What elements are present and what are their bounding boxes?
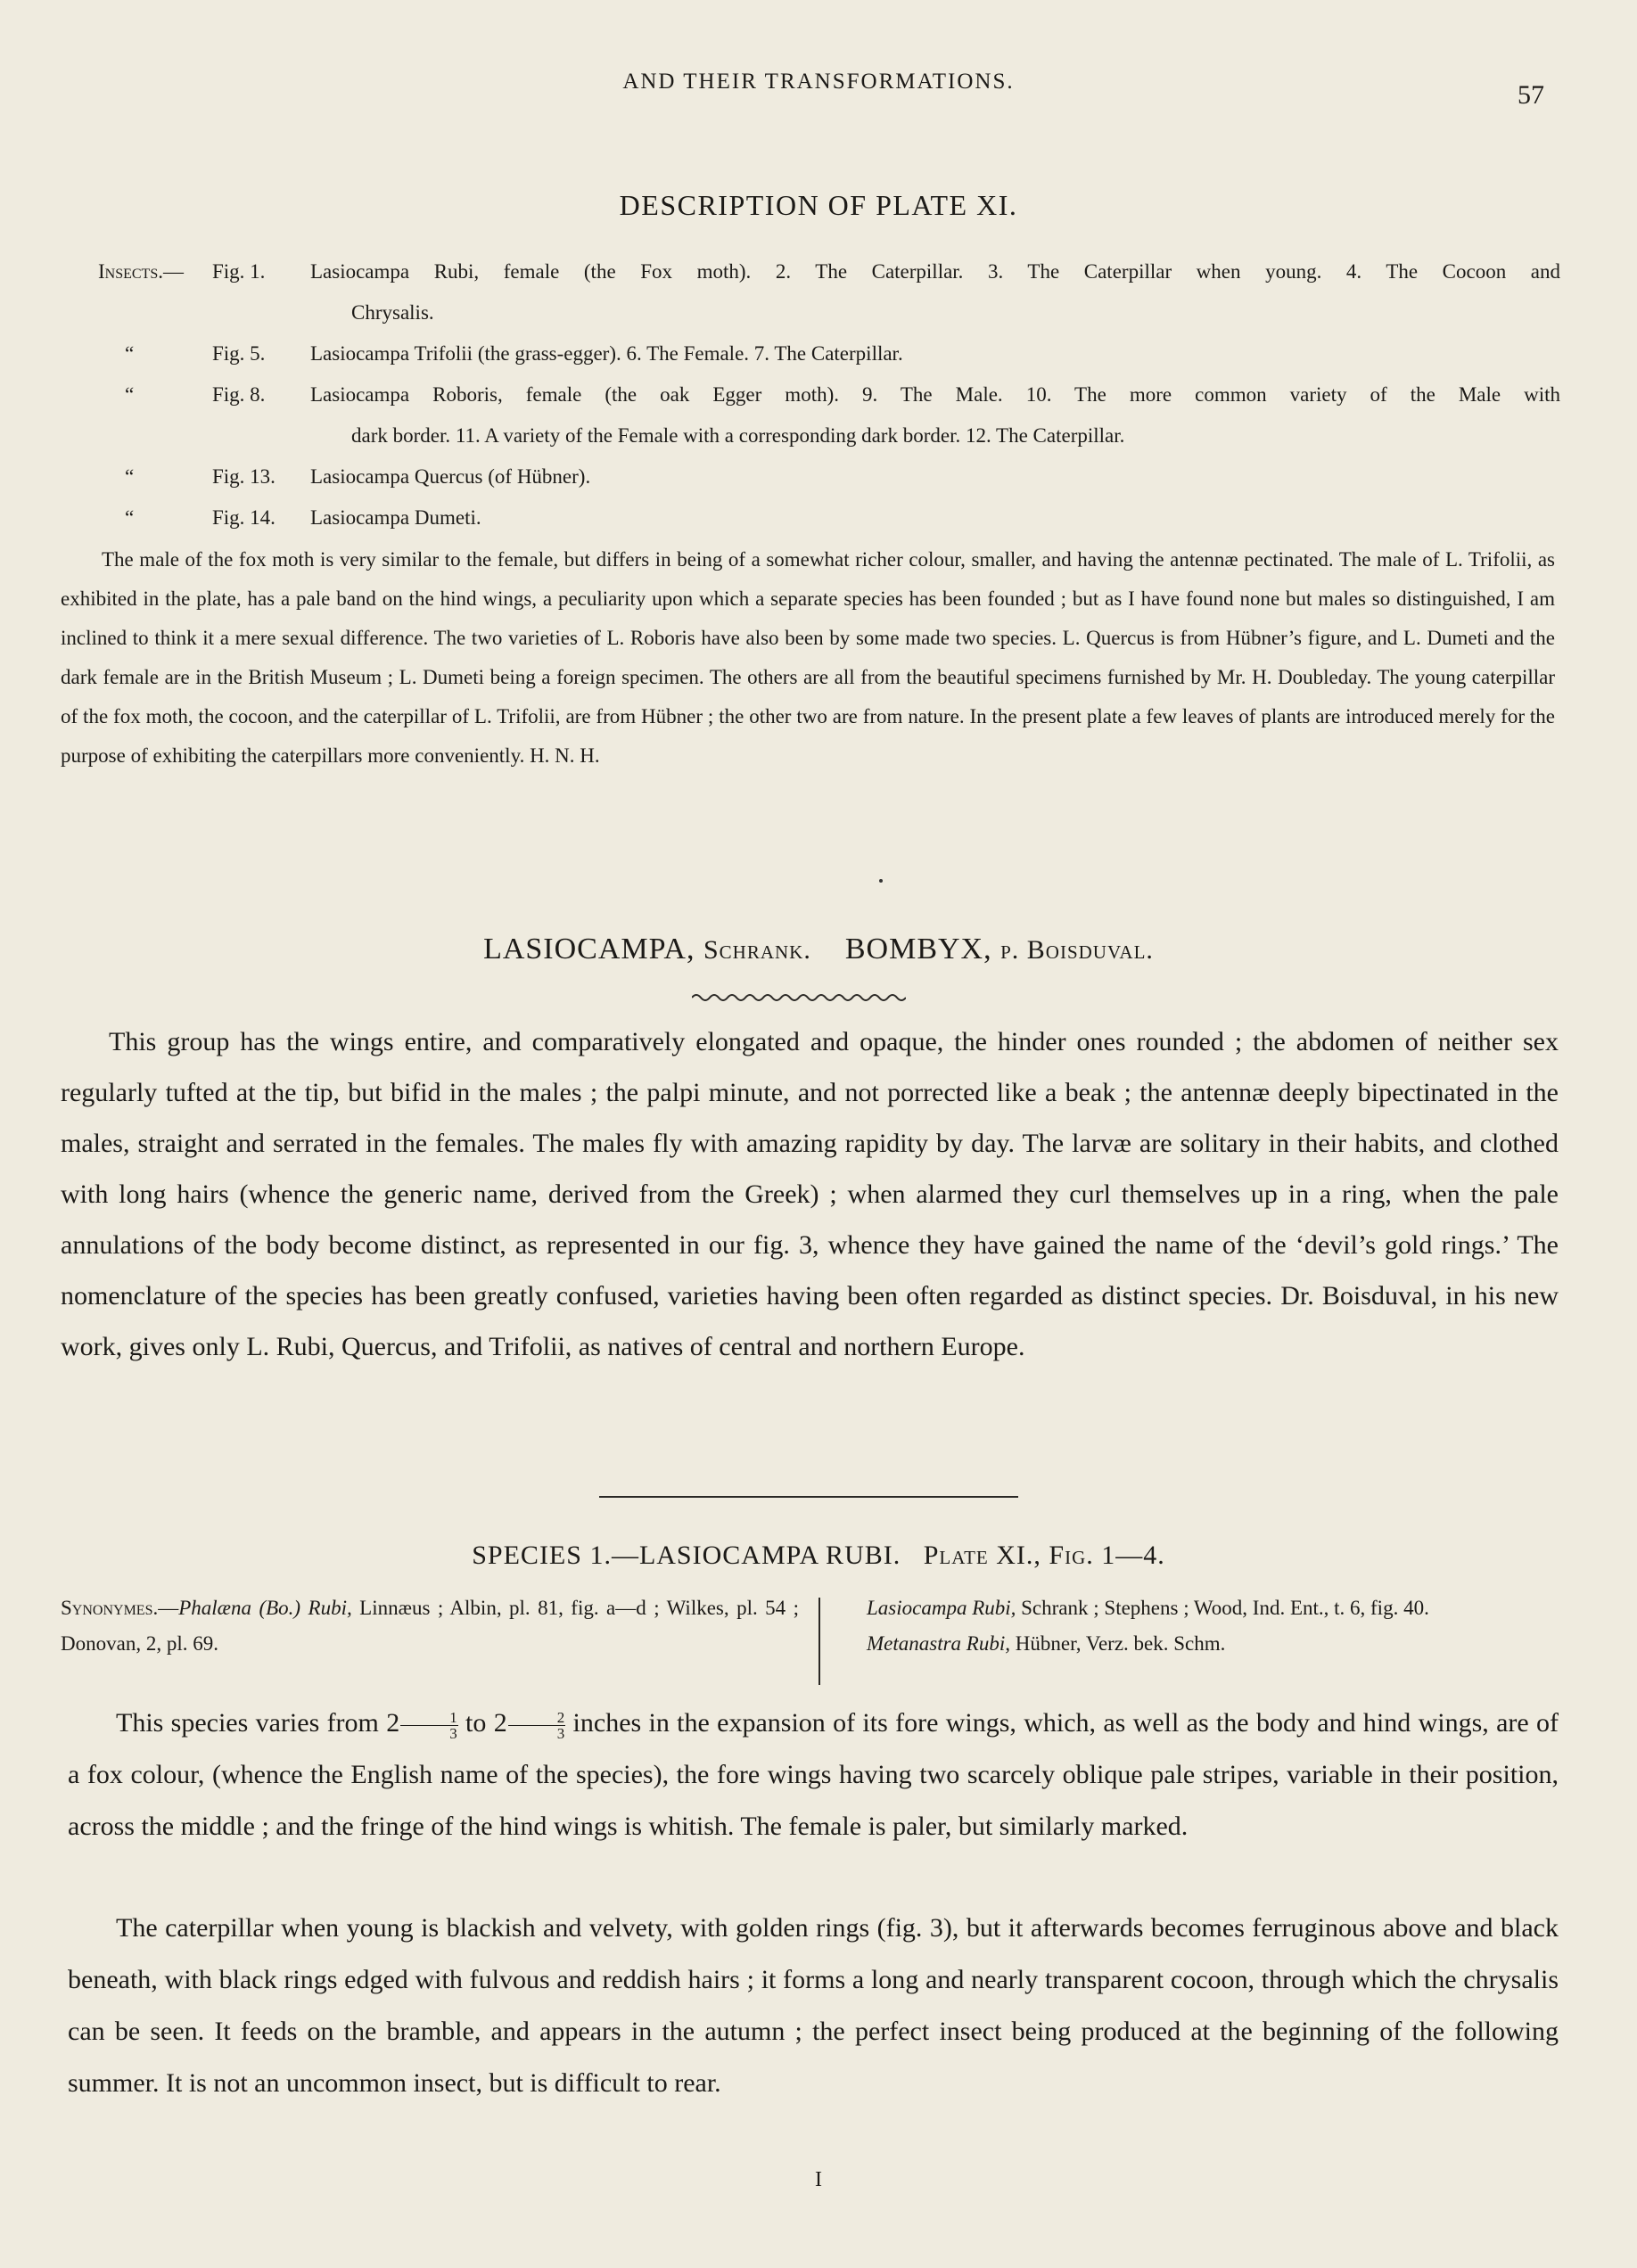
synonyms-left: [61, 1590, 799, 1662]
para-text: inches in the expansion of its fore wings, which, as well as the body and hind wings, are of a fox colour, (whence the English name of the species), the fore wings having two scarcely oblique pale stripes, variable in their position, across the middle ; and the fringe of the hind wings is whitish. The female is paler, but similarly marked.: [68, 1708, 1559, 1841]
wavy-rule-ornament: [692, 991, 906, 1004]
figure-line: [98, 497, 1560, 538]
figure-number: Fig. 14.: [212, 506, 276, 529]
figure-caption: Lasiocampa Roboris, female (the oak Egger moth). 9. The Male. 10. The more common variety of the Male with: [310, 383, 1560, 406]
plate-figure-list: [98, 251, 1560, 538]
genus-name: LASIOCAMPA,: [483, 933, 695, 966]
genus-heading: [0, 933, 1637, 966]
fraction: $\frac{2}{3}$: [508, 1710, 566, 1741]
genus-author: Schrank.: [703, 935, 811, 965]
running-head: AND THEIR TRANSFORMATIONS.: [622, 70, 1015, 94]
figure-caption: Chrysalis.: [351, 301, 434, 324]
ditto-mark: “: [125, 506, 135, 529]
figure-line-continuation: [98, 415, 1560, 456]
figure-caption: Lasiocampa Dumeti.: [310, 506, 481, 529]
ditto-mark: “: [125, 465, 135, 488]
synonym-references: Hübner, Verz. bek. Schm.: [1015, 1632, 1226, 1655]
synonym-name: Phalæna (Bo.) Rubi,: [178, 1597, 352, 1619]
para-text: This species varies from 2: [116, 1708, 400, 1738]
synonyms-divider: [818, 1598, 820, 1685]
figure-caption: Lasiocampa Rubi, female (the Fox moth). 2. The Caterpillar. 3. The Caterpillar when young. 4. The Cocoon and: [310, 260, 1560, 283]
species-heading: [0, 1541, 1637, 1571]
figure-number: Fig. 13.: [212, 465, 276, 488]
figure-number: Fig. 5.: [212, 342, 266, 365]
ditto-mark: “: [125, 342, 135, 365]
page-number: 57: [1518, 80, 1544, 110]
species-description-paragraph: [68, 1697, 1559, 1853]
synonyms-right: [838, 1590, 1559, 1662]
figure-line: [98, 251, 1560, 292]
signature-mark: I: [815, 2168, 822, 2191]
genus-alt-name: BOMBYX,: [844, 933, 992, 966]
synonym-references: Linnæus ; Albin, pl. 81, fig. a—d ; Wilkes, pl. 54 ; Donovan, 2, pl. 69.: [61, 1597, 800, 1655]
figure-number: Fig. 1.: [212, 260, 266, 283]
genus-alt-author: p. Boisduval.: [1000, 935, 1154, 965]
insects-label: Insects.—: [98, 260, 184, 283]
genus-description: This group has the wings entire, and comparatively elongated and opaque, the hinder ones rounded ; the abdomen of neither sex regularly tufted at the tip, but bifid in the males ; the palpi minute, and not porrected like a beak ; the antennæ deeply bipectinated in the males, straight and serrated in the females. The males fly with amazing rapidity by day. The larvæ are solitary in their habits, and clothed with long hairs (whence the generic name, derived from the Greek) ; when alarmed they curl themselves up in a ring, when the pale annulations of the body become distinct, as represented in our fig. 3, whence they have gained the name of the ‘devil’s gold rings.’ The nomenclature of the species has been greatly confused, varieties having been often regarded as distinct species. Dr. Boisduval, in his new work, gives only L. Rubi, Quercus, and Trifolii, as natives of central and northern Europe.: [61, 1027, 1559, 1361]
figure-line-continuation: [98, 292, 1560, 333]
plate-note-paragraph: The male of the fox moth is very similar to the female, but differs in being of a somewhat richer colour, smaller, and having the antennæ pectinated. The male of L. Trifolii, as exhibited in the plate, has a pale band on the hind wings, a peculiarity upon which a separate species has been founded ; but as I have found none but males so distinguished, I am inclined to think it a mere sexual difference. The two varieties of L. Roboris have also been by some made two species. L. Quercus is from Hübner’s figure, and L. Dumeti and the dark female are in the British Museum ; L. Dumeti being a foreign specimen. The others are all from the beautiful specimens furnished by Mr. H. Doubleday. The young caterpillar of the fox moth, the cocoon, and the caterpillar of L. Trifolii, are from Hübner ; the other two are from nature. In the present plate a few leaves of plants are introduced merely for the purpose of exhibiting the caterpillars more conveniently. H. N. H.: [61, 548, 1555, 767]
figure-number: Fig. 8.: [212, 383, 266, 406]
para-text: to 2: [457, 1708, 507, 1738]
figure-line: [98, 333, 1560, 374]
synonym-references: Schrank ; Stephens ; Wood, Ind. Ent., t. 6, fig. 40.: [1021, 1597, 1429, 1619]
synonym-name: Metanastra Rubi,: [867, 1632, 1010, 1655]
section-divider: [599, 1496, 1018, 1498]
synonym-name: Lasiocampa Rubi,: [867, 1597, 1016, 1619]
synonym-entry: [838, 1590, 1559, 1626]
figure-caption: Lasiocampa Trifolii (the grass-egger). 6. The Female. 7. The Caterpillar.: [310, 342, 903, 365]
plate-description-title: DESCRIPTION OF PLATE XI.: [619, 189, 1018, 221]
figure-line: [98, 374, 1560, 415]
figure-caption: dark border. 11. A variety of the Female with a corresponding dark border. 12. The Caterpillar.: [351, 424, 1125, 447]
synonym-entry: [838, 1626, 1559, 1662]
fraction: $\frac{1}{3}$: [400, 1710, 458, 1741]
species-title: SPECIES 1.—LASIOCAMPA RUBI.: [472, 1541, 901, 1570]
stray-dot: [879, 879, 883, 883]
figure-line: [98, 456, 1560, 497]
ditto-mark: “: [125, 383, 135, 406]
figure-caption: Lasiocampa Quercus (of Hübner).: [310, 465, 591, 488]
plate-reference: Plate XI., Fig. 1—4.: [923, 1541, 1165, 1570]
caterpillar-paragraph: The caterpillar when young is blackish and velvety, with golden rings (fig. 3), but it afterwards becomes ferruginous above and black beneath, with black rings edged with fulvous and reddish hairs ; it forms a long and nearly transparent cocoon, through which the chrysalis can be seen. It feeds on the bramble, and appears in the autumn ; the perfect insect being produced at the beginning of the following summer. It is not an uncommon insect, but is difficult to rear.: [68, 1913, 1559, 2098]
synonyms-label: Synonymes.—: [61, 1597, 179, 1619]
